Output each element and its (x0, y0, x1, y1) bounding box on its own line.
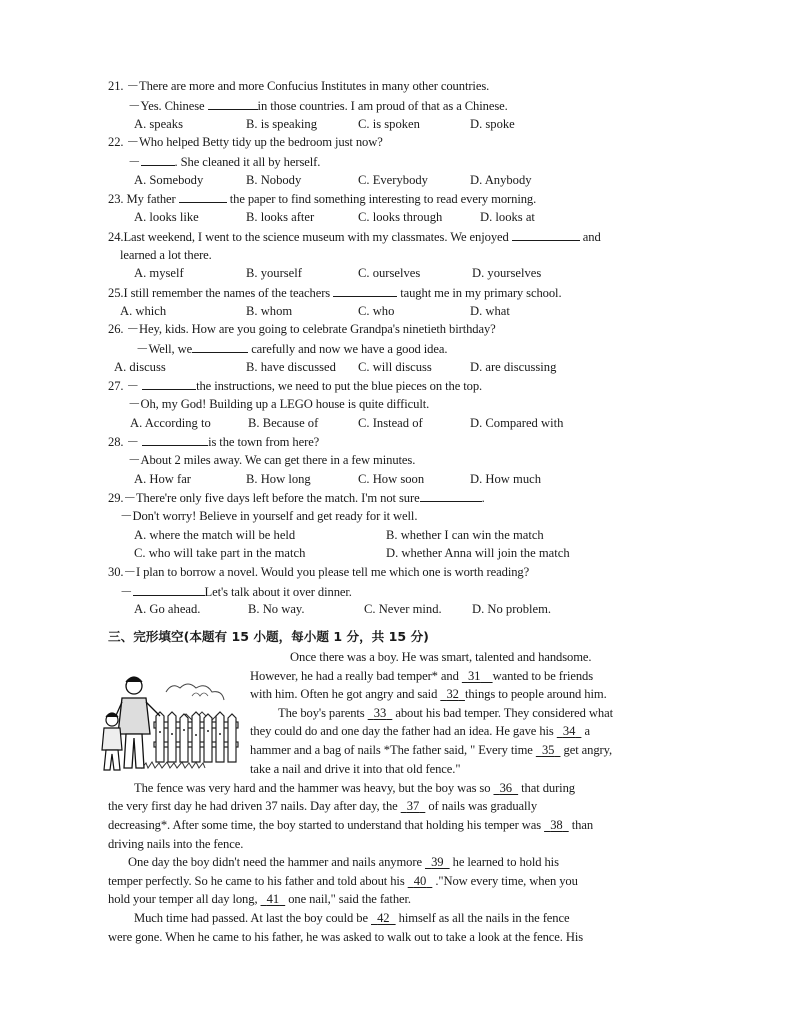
q25-option-d[interactable]: D. what (470, 304, 510, 318)
passage-p1-line3: with him. Often he got angry and said 32 things to people around him. (250, 687, 607, 701)
q24-line2: learned a lot there. (120, 248, 212, 262)
q27-option-c[interactable]: C. Instead of (358, 416, 423, 430)
q29-option-d[interactable]: D. whether Anna will join the match (386, 546, 570, 560)
q24-option-b[interactable]: B. yourself (246, 266, 302, 280)
q29-stem: 29.－There're only five days left before the match. I'm not sure . (108, 491, 485, 505)
q24-option-c[interactable]: C. ourselves (358, 266, 421, 280)
q29-option-b[interactable]: B. whether I can win the match (386, 528, 544, 542)
q25-option-b[interactable]: B. whom (246, 304, 293, 318)
q23-stem: 23. My father the paper to find something interesting to read every morning. (108, 192, 537, 206)
q26-option-a[interactable]: A. discuss (114, 360, 166, 374)
blank-31[interactable]: 31 (467, 669, 481, 683)
q22-option-c[interactable]: C. Everybody (358, 173, 428, 187)
blank-37[interactable]: 37 (406, 799, 420, 813)
q28-stem: 28. － is the town from here? (108, 435, 320, 449)
q23-option-d[interactable]: D. looks at (480, 210, 535, 224)
q30-line2: － Let's talk about it over dinner. (120, 585, 352, 599)
q25-option-a[interactable]: A. which (120, 304, 167, 318)
q24-stem: 24.Last weekend, I went to the science museum with my classmates. We enjoyed and (108, 230, 601, 244)
blank-38[interactable]: 38 (550, 818, 563, 832)
q21-line2: －Yes. Chinese in those countries. I am proud of that as a Chinese. (128, 99, 508, 113)
q25-option-c[interactable]: C. who (358, 304, 395, 318)
passage-p3-line1: The fence was very hard and the hammer was heavy, but the boy was so 36 that during (134, 781, 575, 795)
q30-option-c[interactable]: C. Never mind. (364, 602, 442, 616)
q29-line2: －Don't worry! Believe in yourself and get ready for it well. (120, 509, 418, 523)
q26-option-c[interactable]: C. will discuss (358, 360, 432, 374)
blank-40[interactable]: 40 (413, 874, 427, 888)
q30-option-d[interactable]: D. No problem. (472, 602, 552, 616)
q30-option-a[interactable]: A. Go ahead. (134, 602, 201, 616)
passage-p2-line4: take a nail and drive it into that old fence." (250, 762, 461, 776)
q27-line2: －Oh, my God! Building up a LEGO house is quite difficult. (128, 397, 430, 411)
blank-36[interactable]: 36 (499, 781, 512, 795)
q21-option-b[interactable]: B. is speaking (246, 117, 318, 131)
q28-option-b[interactable]: B. How long (246, 472, 311, 486)
passage-p3-line4: driving nails into the fence. (108, 837, 244, 851)
q26-option-b[interactable]: B. have discussed (246, 360, 336, 374)
q28-line2: －About 2 miles away. We can get there in a few minutes. (128, 453, 416, 467)
q27-option-a[interactable]: A. According to (130, 416, 211, 430)
passage-p4-line3: hold your temper all day long, 41 one nail," said the father. (108, 892, 411, 906)
q30-option-b[interactable]: B. No way. (248, 602, 305, 616)
q30-stem: 30.－I plan to borrow a novel. Would you please tell me which one is worth reading? (108, 565, 530, 579)
blank-39[interactable]: 39 (431, 855, 444, 869)
q24-option-d[interactable]: D. yourselves (472, 266, 542, 280)
q27-option-b[interactable]: B. Because of (248, 416, 319, 430)
q21-option-d[interactable]: D. spoke (470, 117, 515, 131)
q28-option-c[interactable]: C. How soon (358, 472, 425, 486)
passage-p3-line3: decreasing*. After some time, the boy started to understand that holding his temper was 38 than (108, 818, 594, 832)
q28-option-d[interactable]: D. How much (470, 472, 542, 486)
passage-p2-line2: they could do and one day the father had an idea. He gave his 34 a (250, 724, 590, 738)
q26-stem: 26. －Hey, kids. How are you going to celebrate Grandpa's ninetieth birthday? (108, 322, 496, 336)
blank-33[interactable]: 33 (373, 706, 387, 720)
q22-option-d[interactable]: D. Anybody (470, 173, 532, 187)
q22-line2: － . She cleaned it all by herself. (128, 155, 321, 169)
q22-option-a[interactable]: A. Somebody (134, 173, 204, 187)
blank-35[interactable]: 35 (541, 743, 555, 757)
passage-p4-line2: temper perfectly. So he came to his father and told about his 40 ."Now every time, when you (108, 874, 578, 888)
blank-42[interactable]: 42 (377, 911, 390, 925)
blank-41[interactable]: 41 (266, 892, 280, 906)
q23-option-b[interactable]: B. looks after (246, 210, 315, 224)
blank-32[interactable]: 32 (446, 687, 459, 701)
q21-stem: 21. －There are more and more Confucius Institutes in many other countries. (108, 79, 490, 93)
q27-option-d[interactable]: D. Compared with (470, 416, 564, 430)
q21-option-c[interactable]: C. is spoken (358, 117, 420, 131)
passage-p3-line2: the very first day he had driven 37 nails. Day after day, the 37 of nails was gradually (108, 799, 538, 813)
q25-stem: 25.I still remember the names of the teachers taught me in my primary school. (108, 286, 562, 300)
passage-p2-line1: The boy's parents 33 about his bad temper. They considered what (278, 706, 613, 720)
passage-p4-line1: One day the boy didn't need the hammer and nails anymore 39 he learned to hold his (128, 855, 559, 869)
passage-p5-line2: were gone. When he came to his father, he was asked to walk out to take a look at the fence. His (108, 930, 584, 944)
passage-p1-line2: However, he had a really bad temper* and 31 wanted to be friends (250, 669, 594, 683)
q29-option-a[interactable]: A. where the match will be held (134, 528, 296, 542)
q27-stem: 27. － the instructions, we need to put the blue pieces on the top. (108, 379, 483, 393)
q22-option-b[interactable]: B. Nobody (246, 173, 302, 187)
passage-p5-line1: Much time had passed. At last the boy could be 42 himself as all the nails in the fence (134, 911, 570, 925)
q24-option-a[interactable]: A. myself (134, 266, 184, 280)
q22-stem: 22. －Who helped Betty tidy up the bedroom just now? (108, 135, 383, 149)
q26-option-d[interactable]: D. are discussing (470, 360, 557, 374)
q29-option-c[interactable]: C. who will take part in the match (134, 546, 306, 560)
passage-p1-line1: Once there was a boy. He was smart, talented and handsome. (290, 650, 592, 664)
q28-option-a[interactable]: A. How far (134, 472, 192, 486)
blank-34[interactable]: 34 (562, 724, 576, 738)
passage-p2-line3: hammer and a bag of nails *The father said, " Every time 35 get angry, (250, 743, 613, 757)
q21-option-a[interactable]: A. speaks (134, 117, 183, 131)
q26-line2: －Well, we carefully and now we have a good idea. (136, 342, 448, 356)
q23-option-c[interactable]: C. looks through (358, 210, 443, 224)
section-heading: 三、完形填空(本题有 15 小题，每小题 1 分，共 15 分) (108, 629, 429, 644)
q23-option-a[interactable]: A. looks like (134, 210, 199, 224)
father-and-son-at-fence-illustration (96, 672, 242, 782)
